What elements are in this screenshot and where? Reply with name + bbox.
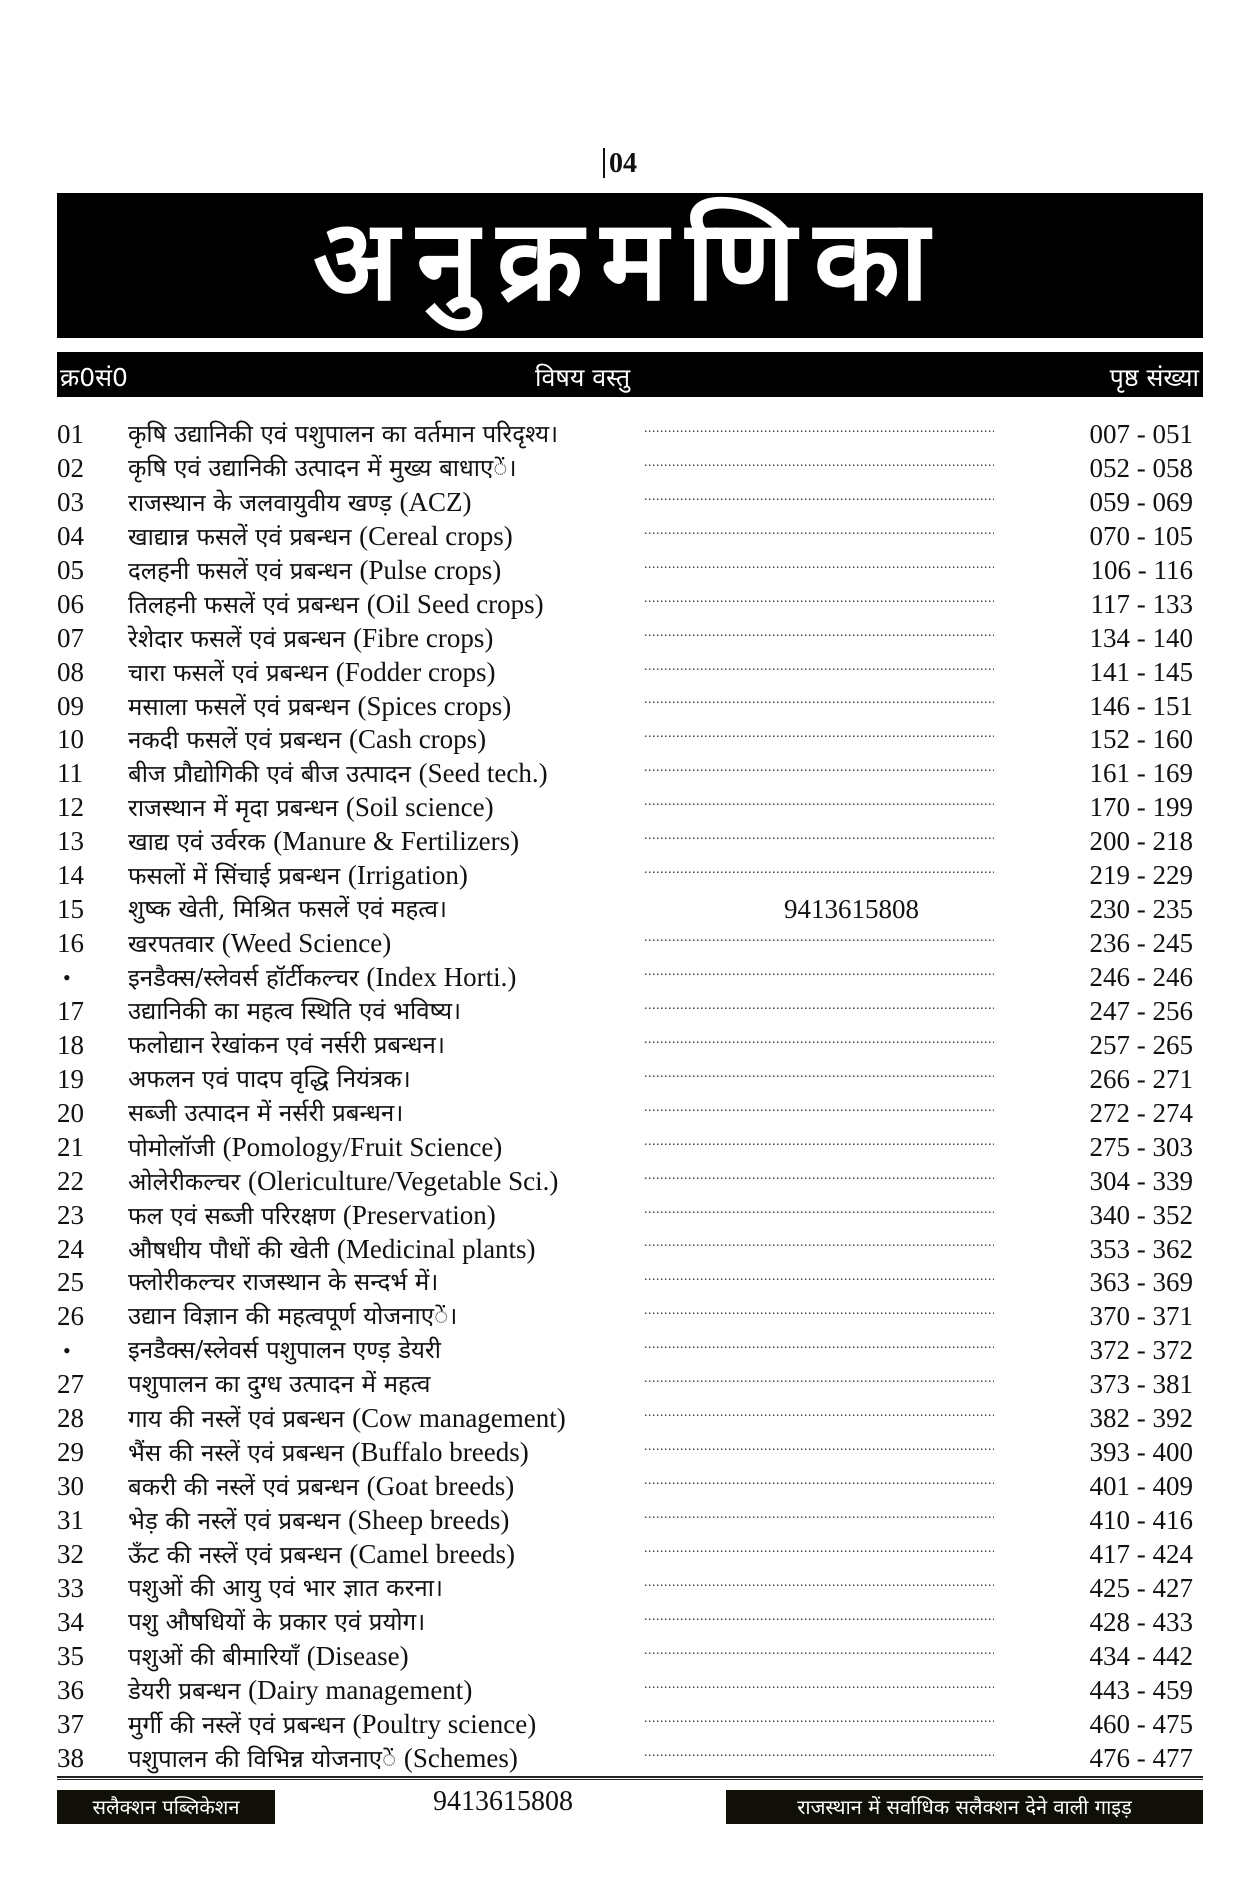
toc-page-range: 370 - 371	[1089, 1301, 1193, 1332]
toc-row	[57, 1233, 1203, 1267]
toc-subject	[128, 723, 486, 758]
toc-subject-hindi: भैंस की नस्लें एवं प्रबन्धन	[128, 1439, 344, 1468]
toc-subject-hindi: ऊँट की नस्लें एवं प्रबन्धन	[128, 1540, 342, 1569]
bullet-icon: •	[63, 1338, 71, 1364]
toc-subject-hindi: सब्जी उत्पादन में नर्सरी प्रबन्धन।	[128, 1098, 404, 1127]
dot-leader	[644, 757, 994, 791]
toc-serial: 13	[57, 826, 84, 857]
dot-leader	[644, 927, 994, 961]
toc-subject	[128, 1334, 441, 1368]
toc-subject	[128, 859, 468, 894]
toc-subject	[128, 418, 558, 452]
dot-leader	[644, 791, 994, 825]
toc-subject-english: (Preservation)	[342, 1199, 496, 1230]
dot-leader	[644, 723, 994, 757]
toc-subject-english: (Pomology/Fruit Science)	[222, 1131, 503, 1162]
toc-page-range: 161 - 169	[1089, 758, 1193, 789]
toc-serial: 09	[57, 690, 84, 721]
toc-row	[57, 1131, 1203, 1165]
toc-serial: 10	[57, 724, 84, 755]
toc-subject	[128, 927, 391, 962]
toc-page-range: 052 - 058	[1089, 452, 1193, 483]
dot-leader	[644, 1029, 994, 1063]
page-title: अनुक्रमणिका	[313, 195, 947, 326]
toc-subject-english: (Soil science)	[345, 792, 494, 823]
toc-subject-english: (Irrigation)	[347, 860, 468, 891]
toc-row	[57, 1640, 1203, 1674]
toc-subject-hindi: कृषि उद्यानिकी एवं पशुपालन का वर्तमान परिदृश्य।	[128, 420, 559, 448]
toc-subject-english: (Poultry science)	[352, 1708, 537, 1739]
toc-serial: 07	[57, 622, 84, 653]
toc-subject-english: (Seed tech.)	[418, 758, 548, 789]
toc-serial: 21	[57, 1131, 84, 1162]
toc-page-range: 059 - 069	[1089, 486, 1193, 517]
toc-subject-english: (Cow management)	[352, 1403, 566, 1434]
toc-page-range: 257 - 265	[1089, 1029, 1193, 1060]
toc-subject-hindi: नकदी फसलें एवं प्रबन्धन	[128, 726, 342, 755]
toc-subject	[128, 1233, 536, 1268]
toc-subject	[128, 1708, 536, 1743]
toc-subject-hindi: राजस्थान में मृदा प्रबन्धन	[128, 794, 339, 823]
toc-page-range: 304 - 339	[1089, 1165, 1193, 1196]
toc-row	[57, 825, 1203, 859]
footer-phone: 9413615808	[433, 1786, 573, 1817]
toc-serial: 14	[57, 860, 84, 891]
bullet-icon: •	[63, 965, 71, 990]
toc-page-range: 460 - 475	[1089, 1708, 1193, 1739]
toc-page-range: 417 - 424	[1089, 1538, 1193, 1569]
toc-subject	[128, 1572, 443, 1606]
toc-subject-hindi: गाय की नस्लें एवं प्रबन्धन	[128, 1405, 345, 1434]
dot-leader	[644, 1266, 994, 1300]
dot-leader	[644, 961, 994, 995]
toc-subject-hindi: ओलेरीकल्चर	[128, 1167, 241, 1196]
toc-subject-english: (Oil Seed crops)	[366, 588, 544, 619]
toc-page-range: 443 - 459	[1089, 1674, 1193, 1705]
toc-page-range: 117 - 133	[1090, 588, 1193, 619]
publisher-badge: सलैक्शन पब्लिकेशन	[57, 1790, 275, 1824]
toc-subject-hindi: रेशेदार फसलें एवं प्रबन्धन	[128, 624, 346, 653]
toc-row	[57, 690, 1203, 724]
toc-subject-hindi: अफलन एवं पादप वृद्धि नियंत्रक।	[128, 1064, 411, 1093]
toc-serial: 01	[57, 419, 84, 449]
toc-subject-english: (Spices crops)	[357, 690, 512, 721]
toc-page-range: 152 - 160	[1089, 724, 1193, 755]
dot-leader	[644, 656, 994, 690]
toc-serial: 04	[57, 520, 84, 551]
toc-row	[57, 1572, 1203, 1606]
toc-serial: 18	[57, 1029, 84, 1060]
toc-subject-hindi: पशुओं की आयु एवं भार ज्ञात करना।	[128, 1573, 444, 1602]
toc-row	[57, 418, 1203, 452]
toc-row	[57, 1368, 1203, 1402]
toc-row	[57, 1742, 1203, 1778]
toc-subject	[128, 1165, 558, 1200]
dot-leader	[644, 1504, 994, 1538]
toc-subject	[128, 1470, 514, 1505]
toc-subject-hindi: पशुपालन का दुग्ध उत्पादन में महत्व	[128, 1370, 431, 1399]
dot-leader	[644, 1402, 994, 1436]
toc-serial: 30	[57, 1471, 84, 1502]
toc-page-range: 266 - 271	[1089, 1063, 1193, 1094]
toc-row	[57, 588, 1203, 622]
toc-subject	[128, 995, 461, 1029]
toc-subject	[128, 791, 494, 826]
toc-subject-hindi: डेयरी प्रबन्धन	[128, 1676, 241, 1705]
toc-subject-hindi: पोमोलॉजी	[128, 1133, 215, 1162]
toc-serial: 32	[57, 1538, 84, 1569]
toc-subject-english: (Disease)	[306, 1640, 409, 1671]
toc-serial: 31	[57, 1505, 84, 1535]
toc-row	[57, 1470, 1203, 1504]
toc-page-range: 141 - 145	[1089, 656, 1193, 687]
toc-subject	[128, 1029, 445, 1063]
toc-serial: 33	[57, 1572, 84, 1603]
title-banner	[57, 193, 1203, 338]
toc-page-range: 382 - 392	[1089, 1403, 1193, 1434]
toc-subject-english: (Fodder crops)	[335, 656, 496, 687]
toc-page-range: 247 - 256	[1089, 995, 1193, 1026]
dot-leader	[644, 486, 994, 520]
dot-leader	[644, 1572, 994, 1606]
toc-serial: 36	[57, 1674, 84, 1705]
toc-subject-english: (Pulse crops)	[359, 554, 502, 585]
toc-row	[57, 791, 1203, 825]
toc-serial: 26	[57, 1301, 84, 1332]
column-header-subject: विषय वस्तु	[535, 363, 631, 392]
dot-leader	[644, 1436, 994, 1470]
toc-serial: 25	[57, 1267, 84, 1298]
inline-phone: 9413615808	[784, 894, 919, 925]
toc-subject-hindi: पशुपालन की विभिन्न योजनाएें	[128, 1744, 397, 1773]
toc-subject-hindi: उद्यानिकी का महत्व स्थिति एवं भविष्य।	[128, 996, 462, 1025]
toc-page-range: 272 - 274	[1089, 1097, 1193, 1128]
toc-serial: 23	[57, 1199, 84, 1230]
toc-row	[57, 1097, 1203, 1131]
toc-page-range: 434 - 442	[1089, 1640, 1193, 1671]
toc-row	[57, 1436, 1203, 1470]
dot-leader	[644, 1334, 994, 1368]
toc-page-range: 428 - 433	[1089, 1606, 1193, 1637]
toc-row	[57, 1606, 1203, 1640]
toc-page-range: 170 - 199	[1089, 792, 1193, 823]
toc-subject-english: (Cereal crops)	[359, 520, 513, 551]
toc-subject	[128, 1402, 566, 1437]
toc-row	[57, 656, 1203, 690]
toc-subject	[128, 1674, 472, 1709]
toc-row	[57, 1334, 1203, 1368]
toc-row	[57, 1266, 1203, 1300]
toc-subject	[128, 1063, 411, 1097]
toc-subject-hindi: खरपतवार	[128, 930, 215, 959]
toc-row	[57, 622, 1203, 656]
toc-subject-hindi: बकरी की नस्लें एवं प्रबन्धन	[128, 1473, 359, 1502]
toc-serial: 17	[57, 995, 84, 1026]
toc-subject	[128, 1436, 529, 1471]
toc-row	[57, 1402, 1203, 1436]
toc-page-range: 070 - 105	[1089, 520, 1193, 551]
page-number-divider	[603, 148, 605, 178]
dot-leader	[644, 1233, 994, 1267]
dot-leader	[644, 1538, 994, 1572]
toc-row	[57, 859, 1203, 893]
toc-serial: 38	[57, 1742, 84, 1773]
toc-subject-hindi: राजस्थान के जलवायुवीय खण्ड़	[128, 488, 392, 517]
toc-subject-hindi: चारा फसलें एवं प्रबन्धन	[128, 658, 329, 687]
toc-subject	[128, 1504, 509, 1539]
toc-row	[57, 1538, 1203, 1572]
toc-subject	[128, 757, 548, 792]
toc-subject-hindi: तिलहनी फसलें एवं प्रबन्धन	[128, 590, 360, 619]
toc-subject-hindi: दलहनी फसलें एवं प्रबन्धन	[128, 556, 352, 585]
toc-subject	[128, 1097, 403, 1131]
dot-leader	[644, 452, 994, 486]
toc-page-range: 230 - 235	[1089, 894, 1193, 925]
dot-leader	[644, 995, 994, 1029]
toc-subject-english: (Manure & Fertilizers)	[273, 826, 520, 857]
toc-serial: 28	[57, 1403, 84, 1434]
toc-page-range: 275 - 303	[1089, 1131, 1193, 1162]
dot-leader	[644, 1131, 994, 1165]
dot-leader	[644, 1640, 994, 1674]
dot-leader	[644, 859, 994, 893]
toc-serial: 34	[57, 1606, 84, 1637]
dot-leader	[644, 825, 994, 859]
toc-subject	[128, 1640, 409, 1675]
toc-serial: 29	[57, 1437, 84, 1468]
toc-subject	[128, 1538, 515, 1573]
toc-row	[57, 893, 1203, 927]
toc-page-range: 134 - 140	[1089, 622, 1193, 653]
toc-page-range: 372 - 372	[1089, 1335, 1193, 1366]
toc-page-range: 146 - 151	[1089, 690, 1193, 721]
toc-row	[57, 1165, 1203, 1199]
toc-row	[57, 1300, 1203, 1334]
toc-row	[57, 961, 1203, 995]
dot-leader	[644, 554, 994, 588]
toc-subject-hindi: फलोद्यान रेखांकन एवं नर्सरी प्रबन्धन।	[128, 1030, 445, 1059]
toc-subject-hindi: खाद्य एवं उर्वरक	[128, 828, 266, 857]
toc-serial: 08	[57, 656, 84, 687]
toc-page-range: 340 - 352	[1089, 1199, 1193, 1230]
toc-serial: 12	[57, 792, 84, 823]
dot-leader	[644, 1742, 994, 1776]
dot-leader	[644, 1199, 994, 1233]
toc-subject	[128, 1131, 502, 1166]
toc-serial: 11	[57, 758, 83, 789]
toc-row	[57, 452, 1203, 486]
toc-subject-hindi: खाद्यान्न फसलें एवं प्रबन्धन	[128, 522, 352, 551]
column-header-pages: पृष्ठ संख्या	[1109, 363, 1199, 392]
toc-serial: 37	[57, 1708, 84, 1739]
toc-page-range: 200 - 218	[1089, 826, 1193, 857]
toc-serial: 06	[57, 588, 84, 619]
toc-row	[57, 554, 1203, 588]
toc-page-range: 236 - 245	[1089, 928, 1193, 959]
column-header-bar	[57, 352, 1203, 397]
toc-subject-hindi: फल एवं सब्जी परिरक्षण	[128, 1201, 336, 1230]
dot-leader	[644, 1470, 994, 1504]
toc-serial: 22	[57, 1165, 84, 1196]
toc-page-range: 246 - 246	[1089, 962, 1193, 992]
toc-subject	[128, 656, 495, 691]
toc-subject	[128, 452, 517, 486]
toc-subject-hindi: फसलों में सिंचाई प्रबन्धन	[128, 862, 341, 891]
dot-leader	[644, 1300, 994, 1334]
dot-leader	[644, 622, 994, 656]
toc-serial: 19	[57, 1063, 84, 1094]
toc-subject-hindi: मुर्गी की नस्लें एवं प्रबन्धन	[128, 1710, 345, 1739]
toc-subject	[128, 1606, 425, 1640]
toc-serial: 05	[57, 554, 84, 585]
dot-leader	[644, 1606, 994, 1640]
toc-row	[57, 1674, 1203, 1708]
toc-subject	[128, 520, 513, 555]
toc-page-range: 106 - 116	[1090, 554, 1193, 585]
toc-subject-english: (Camel breeds)	[349, 1538, 516, 1569]
toc-serial: 20	[57, 1097, 84, 1128]
toc-subject-english: (Dairy management)	[248, 1674, 473, 1705]
toc-row	[57, 1504, 1203, 1538]
toc-subject-hindi: उद्यान विज्ञान की महत्वपूर्ण योजनाएें।	[128, 1302, 458, 1331]
dot-leader	[644, 588, 994, 622]
toc-row	[57, 520, 1203, 554]
toc-serial: 16	[57, 928, 84, 959]
toc-page-range: 363 - 369	[1089, 1267, 1193, 1298]
toc-subject-hindi: कृषि एवं उद्यानिकी उत्पादन में मुख्य बाधाएें।	[128, 453, 517, 482]
toc-subject-hindi: इनडैक्स/स्लेवर्स हॉर्टीकल्चर	[128, 964, 359, 992]
dot-leader	[644, 1063, 994, 1097]
toc-subject-hindi: भेड़ की नस्लें एवं प्रबन्धन	[128, 1507, 341, 1535]
toc-page-range: 373 - 381	[1089, 1369, 1193, 1400]
toc-subject	[128, 690, 511, 725]
toc-subject-english: (Index Horti.)	[366, 962, 517, 992]
toc-subject-hindi: बीज प्रौद्योगिकी एवं बीज उत्पादन	[128, 760, 411, 789]
toc-subject	[128, 961, 516, 996]
toc-subject-english: (Goat breeds)	[366, 1471, 515, 1502]
tagline-badge: राजस्थान में सर्वाधिक सलैक्शन देने वाली गाइड़	[726, 1790, 1203, 1824]
toc-page-range: 353 - 362	[1089, 1233, 1193, 1264]
toc-subject-english: (Olericulture/Vegetable Sci.)	[247, 1165, 559, 1196]
toc-page-range: 476 - 477	[1089, 1742, 1193, 1773]
toc-row	[57, 486, 1203, 520]
toc-subject-english: (Fibre crops)	[353, 622, 494, 653]
toc-subject	[128, 554, 501, 589]
toc-subject	[128, 1199, 496, 1234]
dot-leader	[644, 1708, 994, 1742]
toc-subject	[128, 1266, 438, 1300]
dot-leader	[644, 520, 994, 554]
toc-serial: 35	[57, 1640, 84, 1671]
toc-subject	[128, 1742, 518, 1777]
toc-subject-english: (Medicinal plants)	[336, 1233, 536, 1264]
page-number-text: 04	[609, 148, 637, 179]
toc-subject-english: (Weed Science)	[221, 928, 392, 959]
toc-subject	[128, 622, 493, 657]
dot-leader	[644, 1368, 994, 1402]
toc-subject-english: (Sheep breeds)	[348, 1505, 510, 1535]
toc-row	[57, 927, 1203, 961]
toc-row	[57, 1708, 1203, 1742]
toc-subject-hindi: शुष्क खेती, मिश्रित फसलें एवं महत्व।	[128, 895, 448, 924]
toc-subject	[128, 588, 544, 623]
toc-subject	[128, 486, 471, 521]
toc-serial: 24	[57, 1233, 84, 1264]
toc-page-range: 219 - 229	[1089, 860, 1193, 891]
toc-row	[57, 1029, 1203, 1063]
toc-serial: 15	[57, 894, 84, 925]
toc-page-range: 401 - 409	[1089, 1471, 1193, 1502]
toc-page-range: 410 - 416	[1089, 1505, 1193, 1535]
toc-subject-english: (Cash crops)	[348, 724, 487, 755]
dot-leader	[644, 1097, 994, 1131]
dot-leader	[644, 418, 994, 452]
dot-leader	[644, 690, 994, 724]
toc-subject-hindi: पशुओं की बीमारियाँ	[128, 1642, 300, 1671]
toc-serial: 27	[57, 1369, 84, 1400]
toc-subject-hindi: इनडैक्स/स्लेवर्स पशुपालन एण्ड़ डेयरी	[128, 1336, 441, 1365]
toc-subject-english: (ACZ)	[399, 486, 472, 517]
toc-subject-english: (Schemes)	[403, 1742, 518, 1773]
page-number	[0, 148, 1240, 180]
toc-subject	[128, 825, 519, 860]
toc-subject	[128, 893, 447, 927]
toc-subject-hindi: औषधीय पौधों की खेती	[128, 1235, 330, 1264]
toc-row	[57, 723, 1203, 757]
toc-row	[57, 1199, 1203, 1233]
toc-page-range: 007 - 051	[1089, 419, 1193, 449]
toc-subject-hindi: फ्लोरीकल्चर राजस्थान के सन्दर्भ में।	[128, 1268, 439, 1297]
toc-row	[57, 995, 1203, 1029]
toc-serial: 02	[57, 452, 84, 483]
dot-leader	[644, 1674, 994, 1708]
toc-subject-hindi: मसाला फसलें एवं प्रबन्धन	[128, 692, 350, 721]
toc-subject-english: (Buffalo breeds)	[351, 1437, 529, 1468]
column-header-serial: क्र0सं0	[60, 363, 128, 392]
toc-page-range: 393 - 400	[1089, 1437, 1193, 1468]
footer-divider	[57, 1779, 1203, 1780]
dot-leader	[644, 1165, 994, 1199]
toc-page-range: 425 - 427	[1089, 1572, 1193, 1603]
toc-subject	[128, 1300, 457, 1334]
toc-subject	[128, 1368, 430, 1402]
toc-subject-hindi: पशु औषधियों के प्रकार एवं प्रयोग।	[128, 1607, 426, 1636]
table-of-contents	[57, 418, 1203, 1778]
toc-row	[57, 757, 1203, 791]
toc-serial: 03	[57, 486, 84, 517]
toc-row	[57, 1063, 1203, 1097]
